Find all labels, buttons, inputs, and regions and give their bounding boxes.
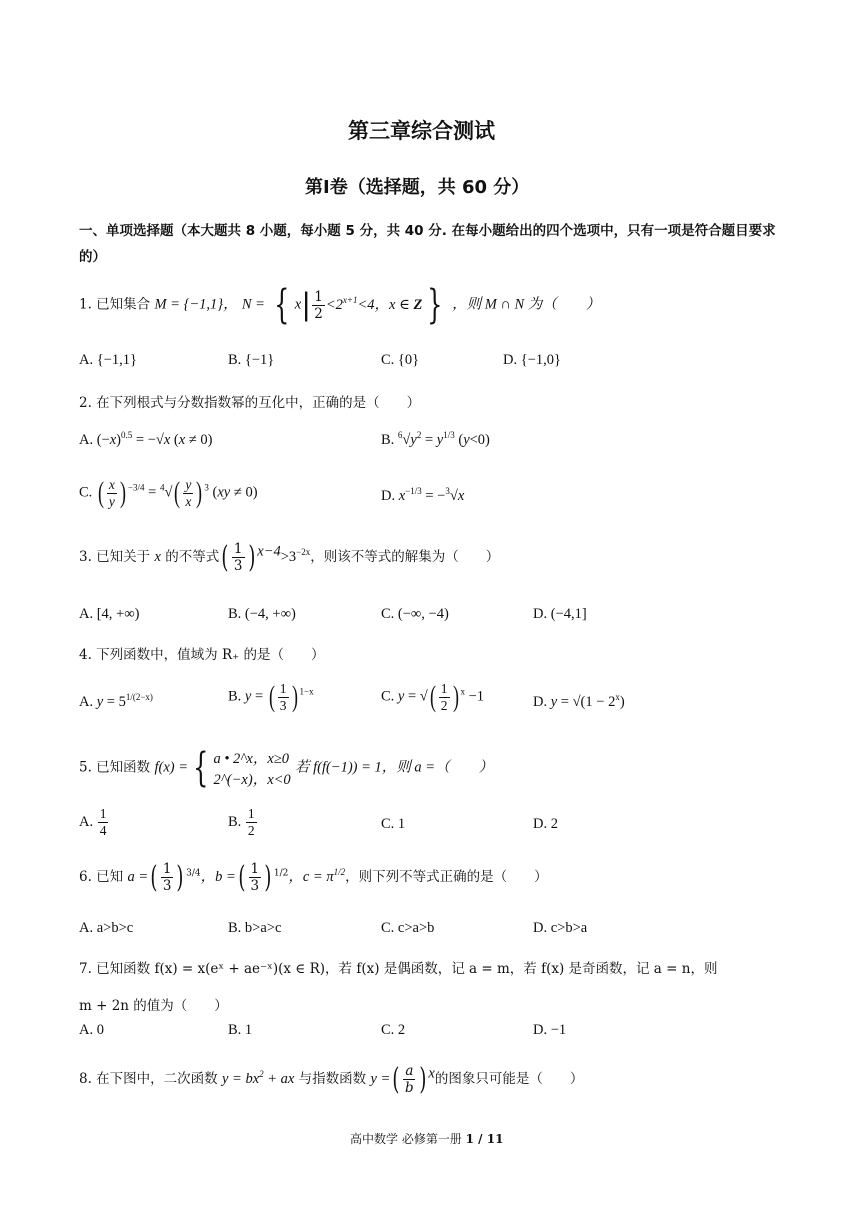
q5-case-1: a • 2^x，x≥0	[213, 751, 289, 767]
q7-option-d: D. −1	[533, 1022, 567, 1038]
q4-option-a: A. $y = 5^{1/(2-x)}$	[79, 692, 153, 710]
footer-text: 高中数学 必修第一册	[350, 1132, 462, 1146]
page-title: 第三章综合测试	[348, 119, 495, 143]
q5-stem: 5. 已知函数	[79, 759, 151, 776]
q2-option-d: D. $x^{-1/3} = -^3√x$	[381, 486, 465, 504]
q5-case-2: 2^(−x)，x<0	[213, 772, 291, 788]
q3-option-c: C. (−∞, −4)	[381, 606, 449, 622]
q2-option-a: A. $(-x)^{0.5} = -√x$ (x ≠ 0)	[79, 430, 213, 448]
q6-option-a: A. a>b>c	[79, 920, 134, 936]
question-8: 8. 在下图中，二次函数 $y = bx^2$ + ax 与指数函数 y =( $\frac{a}{b}$ ) $^x$的图象只可能是（ ）	[79, 1062, 584, 1097]
q1-stem: 1. 已知集合	[79, 296, 151, 313]
section-subtitle: 第Ⅰ卷（选择题，共 60 分）	[305, 177, 530, 198]
q6-stem: 6. 已知	[79, 869, 124, 885]
q4-option-d: D. $y = √(1 - 2^x)$	[533, 692, 625, 710]
q2-option-b: B. $^6√y^2 = y^{1/3}$ (y<0)	[381, 430, 490, 448]
q5-tail: 若 f(f(−1)) = 1，则 a =（ ）	[294, 759, 494, 776]
q7-option-c: C. 2	[381, 1022, 406, 1038]
q3-option-a: A. [4, +∞)	[79, 606, 140, 622]
q8-stem-pre: 8. 在下图中，二次函数	[79, 1071, 218, 1087]
q1-set-m: M = {−1,1}，	[154, 296, 238, 313]
q5-option-d: D. 2	[533, 816, 558, 832]
page-footer	[350, 1130, 503, 1147]
q7-option-b: B. 1	[228, 1022, 253, 1038]
q2-option-c: C. ( $\frac{x}{y}$ ) $^{-3/4}$ = $^4$√( $\frac{y}{x}$ ) $^3$ (xy ≠ 0)	[79, 476, 258, 509]
q1-option-a: A. {−1,1}	[79, 352, 137, 368]
question-3: 3. 已知关于 x 的不等式( $\frac{1}{3}$ ) $^{x-4}>3^{-2x}$，则该不等式的解集为（ ）	[79, 540, 500, 575]
q1-half: $\frac{1}{2}$	[314, 288, 323, 322]
q3-stem-mid: 的不等式	[165, 549, 220, 565]
q3-option-b: B. (−4, +∞)	[228, 606, 296, 622]
question-2: 2. 在下列根式与分数指数幂的互化中，正确的是（ ）	[79, 395, 421, 411]
question-4: 4. 下列函数中，值域为 R₊ 的是（ ）	[79, 647, 325, 663]
q5-option-b: B. $\frac{1}{2}$	[228, 806, 255, 838]
q8-stem-post: 的图象只可能是（ ）	[434, 1071, 584, 1087]
question-7-line-1: 7. 已知函数 f(x) = x(eˣ + ae⁻ˣ)(x ∈ R)，若 f(x) 是偶函数，记 a = m，若 f(x) 是奇函数，记 a = n，则	[79, 961, 718, 977]
question-5: 5. 已知函数 f(x) = { a • 2^x，x≥0 2^(−x)，x<0 若 f(f(−1)) = 1，则 a =（ ）	[79, 745, 494, 791]
q5-option-a: A. $\frac{1}{4}$	[79, 806, 107, 838]
question-6: 6. 已知 a =( $\frac{1}{3}$ ) $^{3/4}$，b =( $\frac{1}{3}$ ) $^{1/2}$，$c = \pi^{1/2}$，则下列不等式正确的是（ ）	[79, 860, 548, 895]
q5-option-c: C. 1	[381, 816, 406, 832]
section-header: 一、单项选择题（本大题共 8 小题，每小题 5 分，共 40 分. 在每小题给出的四个选项中，只有一项是符合题目要求的）	[79, 223, 776, 265]
question-1: 1. 已知集合 M = {−1,1}， N = { x| $\frac{1}{2}$ $<2^{x+1}<4$，x ∈ Z } ，则 M ∩ N 为（ ）	[79, 282, 601, 328]
q1-option-b: B. {−1}	[228, 352, 275, 368]
q7-option-a: A. 0	[79, 1022, 104, 1038]
q6-option-d: D. c>b>a	[533, 920, 588, 936]
q1-set-n: N =	[241, 296, 265, 313]
q3-stem-post: ，则该不等式的解集为（ ）	[310, 549, 500, 565]
q1-option-c: C. {0}	[381, 352, 420, 368]
q6-option-c: C. c>a>b	[381, 920, 435, 936]
q3-stem-pre: 3. 已知关于	[79, 549, 151, 565]
q6-option-b: B. b>a>c	[228, 920, 282, 936]
q3-option-d: D. (−4,1]	[533, 606, 587, 622]
page-number: 1 / 11	[465, 1132, 504, 1146]
question-7-line-2: m + 2n 的值为（ ）	[79, 998, 228, 1014]
q4-option-b: B. y = ( $\frac{1}{3}$ ) $^{1-x}$	[228, 680, 314, 713]
q1-option-d: D. {−1,0}	[503, 352, 561, 368]
q8-stem-mid: 与指数函数	[298, 1071, 367, 1087]
q6-tail: ，则下列不等式正确的是（ ）	[345, 869, 548, 885]
q4-option-c: C. y = √( $\frac{1}{2}$ ) $^x$ −1	[381, 680, 485, 713]
